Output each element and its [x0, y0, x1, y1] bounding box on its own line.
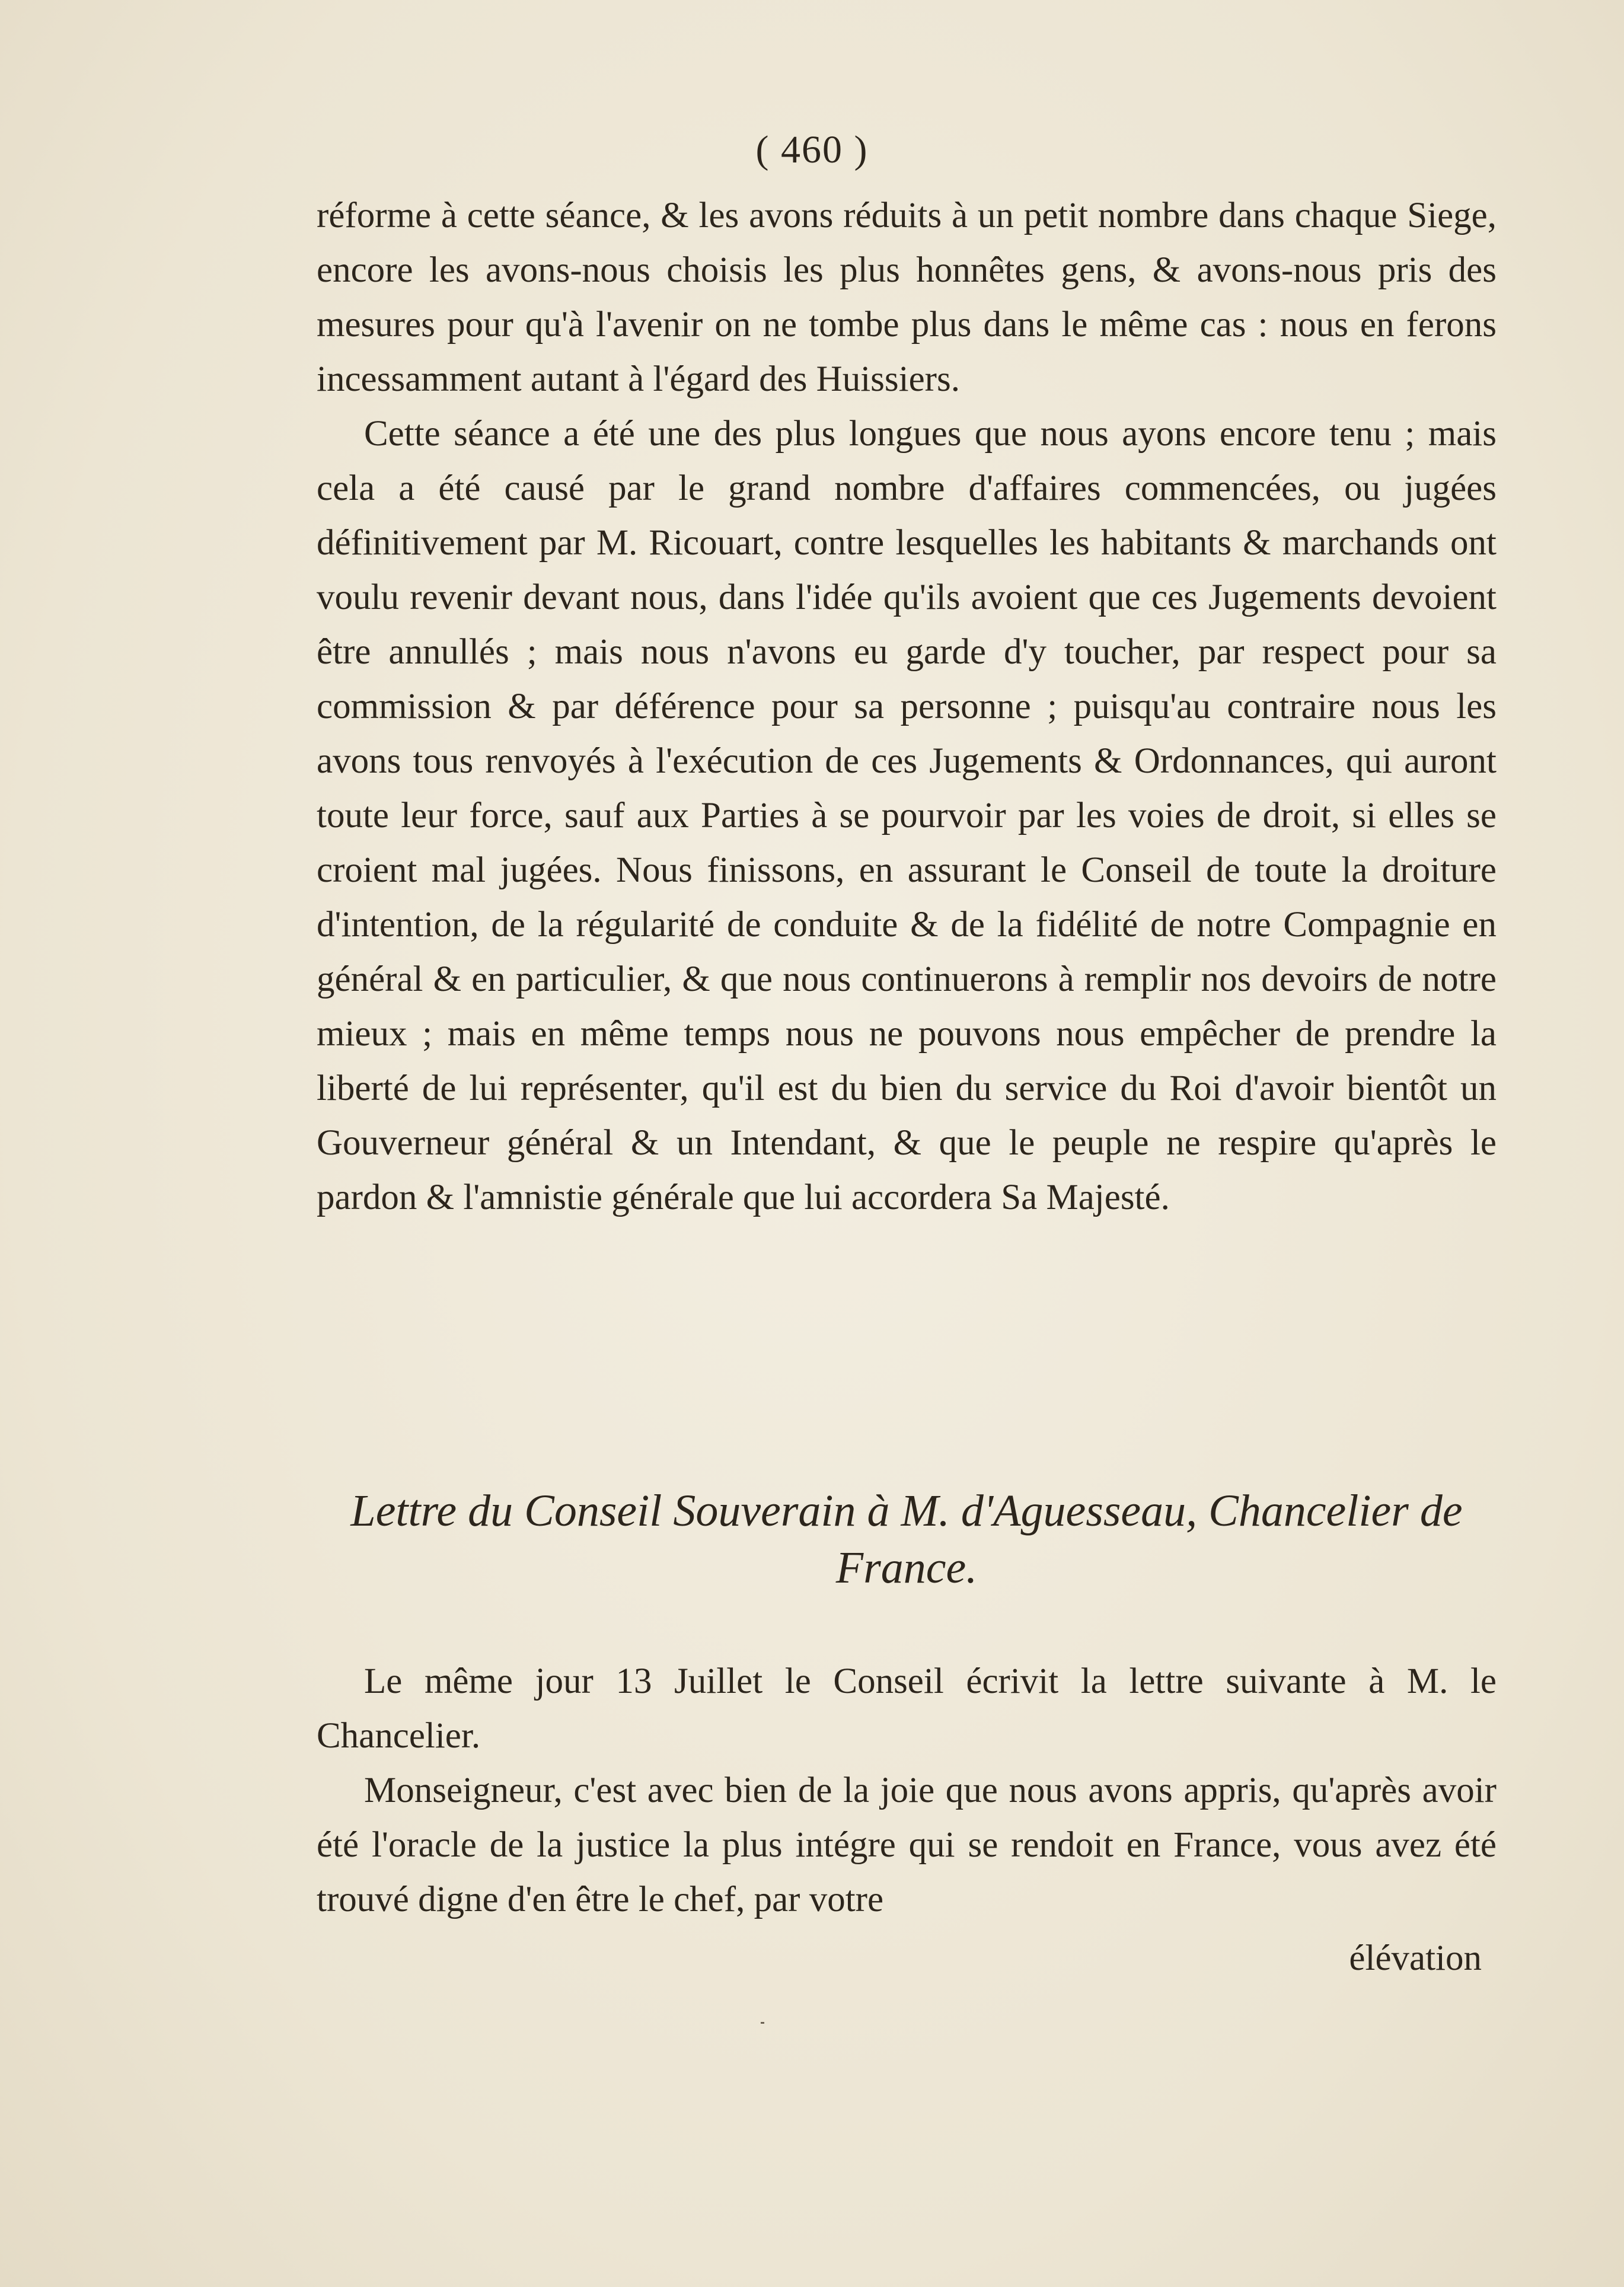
letter-text: [317, 1654, 1497, 1927]
paragraph-continuation: réforme à cette séance, & les avons réduits à un petit nombre dans chaque Siege, encore les avons-nous choisis les plus honnêtes gens, & avons-nous pris des mesures pour qu'à l'avenir on ne tombe plus dans le même cas : nous en ferons incessamment autant à l'égard des Huissiers.: [317, 196, 1497, 399]
paragraph-letter: Monseigneur, c'est avec bien de la joie que nous avons appris, qu'après avoir été l'oracle de la justice la plus intégre qui se rendoit en France, vous avez été trouvé digne d'en être le chef, par votre: [317, 1771, 1497, 1919]
body-text: [317, 189, 1497, 1225]
paragraph-seance: Cette séance a été une des plus longues que nous ayons encore tenu ; mais cela a été causé par le grand nombre d'affaires commencées, ou jugées définitivement par M. Ricouart, contre lesquelles les habitants & marchands ont voulu revenir devant nous, dans l'idée qu'ils avoient que ces Jugements devoient être annullés ; mais nous n'avons eu garde d'y toucher, par respect pour sa commission & par déférence pour sa personne ; puisqu'au contraire nous les avons tous renvoyés à l'exécution de ces Jugements & Ordonnances, qui auront toute leur force, sauf aux Parties à se pourvoir par les voies de droit, si elles se croient mal jugées. Nous finissons, en assurant le Conseil de toute la droiture d'intention, de la régularité de conduite & de la fidélité de notre Compagnie en général & en particulier, & que nous continuerons à remplir nos devoirs de notre mieux ; mais en même temps nous ne pouvons nous empêcher de prendre la liberté de lui représenter, qu'il est du bien du service du Roi d'avoir bientôt un Gouverneur général & un Intendant, & que le peuple ne respire qu'après le pardon & l'amnistie générale que lui accordera Sa Majesté.: [317, 414, 1497, 1217]
paragraph-intro: Le même jour 13 Juillet le Conseil écrivit la lettre suivante à M. le Chancelier.: [317, 1661, 1497, 1756]
catchword: élévation: [1349, 1938, 1482, 1978]
paper-speck: [761, 2022, 764, 2024]
letter-heading: Lettre du Conseil Souverain à M. d'Aguesseau, Chancelier de France.: [350, 1486, 1463, 1593]
page-number: ( 460 ): [755, 128, 869, 171]
